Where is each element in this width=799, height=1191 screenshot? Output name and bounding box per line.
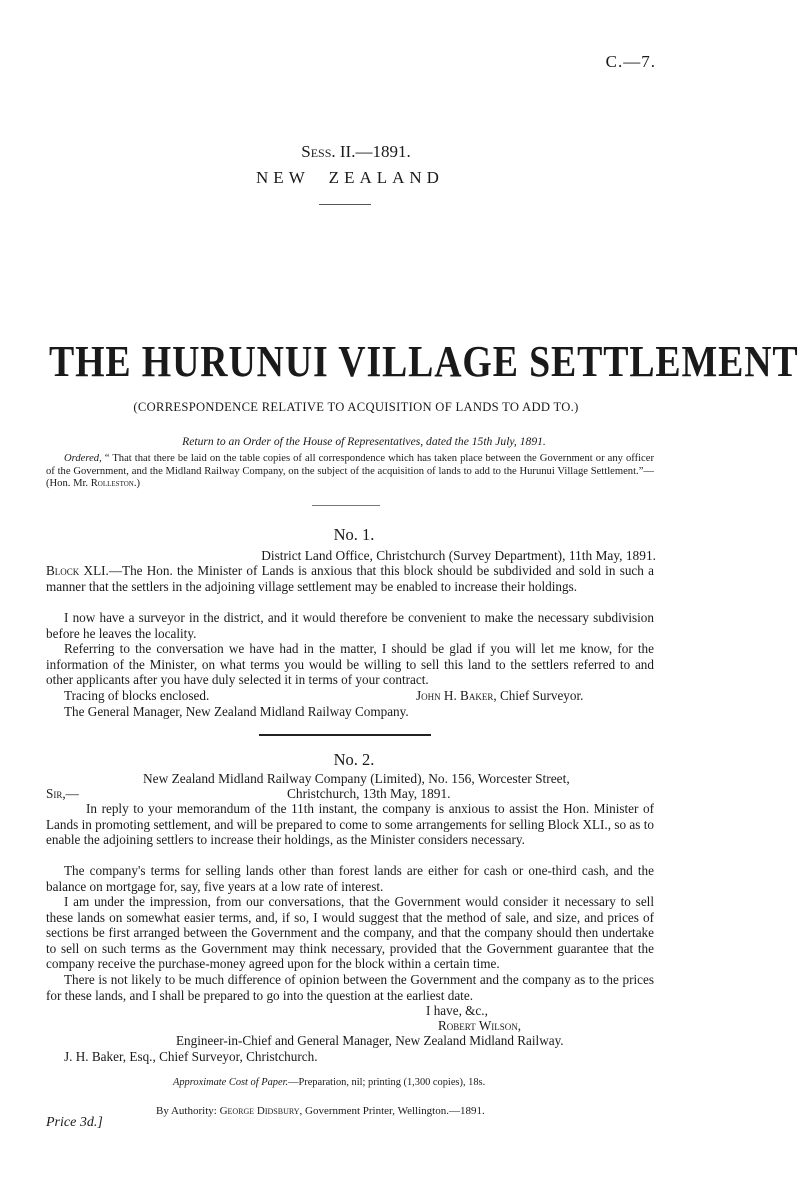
document-subtitle: (CORRESPONDENCE RELATIVE TO ACQUISITION OF LANDS TO ADD TO.) (133, 400, 579, 414)
letter1-addressee: The General Manager, New Zealand Midland Railway Company. (64, 704, 409, 719)
cost-text: —Preparation, nil; printing (1,300 copies), 18s. (288, 1077, 486, 1088)
ordered-name: Rolleston (90, 478, 134, 490)
header-rule (319, 204, 371, 205)
authority-prefix: By Authority: (156, 1105, 220, 1117)
session-line: Sess. II.—1891. (301, 142, 411, 161)
letter2-signature-name: Robert Wilson, (438, 1018, 522, 1033)
letter2-dateline-1: New Zealand Midland Railway Company (Limited), No. 156, Worcester Street, (143, 771, 570, 786)
letter2-dateline-2: Christchurch, 13th May, 1891. (287, 786, 451, 801)
letter2-paragraph-4: There is not likely to be much difference of opinion between the Government and the company as to the prices for these lands, and I shall be prepared to go into the question at the earliest date. (46, 972, 654, 1003)
ordered-end: .) (133, 478, 141, 490)
authority-suffix: , Government Printer, Wellington.—1891. (299, 1105, 485, 1117)
letter2-salutation: Sir,— (46, 786, 79, 801)
letter1-dateline: District Land Office, Christchurch (Survey Department), 11th May, 1891. (261, 548, 656, 563)
block-label: Block XLI. (46, 563, 109, 578)
ordered-text: “ That that there be laid on the table copies of all correspondence which has taken place between the Government or any officer of the Government, and the Midland Railway Company, on the subject of the acquisition of lands to add to the Hurunui Village Settlement.”—(Hon. Mr. (46, 453, 654, 490)
cost-note (173, 1077, 485, 1088)
letter1-paragraph-3: Referring to the conversation we have had in the matter, I should be glad if you will let me know, for the information of the Minister, on what terms you would be willing to sell this land to the settlers referred to and other applicants after you have duly selected it in terms of your contract. (46, 641, 654, 688)
price-label: Price 3d.] (46, 1115, 103, 1130)
letter1-p1-text: —The Hon. the Minister of Lands is anxious that this block should be subdivided and sold in such a manner that the settlers in the adjoining village settlement may be enabled to increase their holdings. (46, 563, 654, 594)
letter2-closing: I have, &c., (426, 1003, 488, 1018)
ordered-label: Ordered, (64, 453, 102, 464)
letter1-paragraph-2: I now have a surveyor in the district, and it would therefore be convenient to make the necessary subdivision before he leaves the locality. (46, 610, 654, 641)
letter1-signature-name: John H. Baker (416, 688, 494, 703)
paper-code: C.—7. (605, 52, 656, 71)
letter1-number: No. 1. (333, 525, 375, 544)
letter2-number: No. 2. (333, 750, 375, 769)
letter2-paragraph-2: The company's terms for selling lands other than forest lands are either for cash or one-third cash, and the balance on mortgage for, say, five years at a low rate of interest. (46, 863, 654, 894)
letter2-paragraph-1: In reply to your memorandum of the 11th instant, the company is anxious to assist the Hon. Minister of Lands in promoting settlement, and will be prepared to come to some arrangements for selling Block XLI., so as to enable the adjoining settlers to increase their holdings, as the Minister considers necessary. (46, 801, 654, 848)
document-title: THE HURUNUI VILLAGE SETTLEMENT (49, 337, 799, 386)
authority-line (156, 1105, 485, 1117)
printer-name: George Didsbury (219, 1105, 300, 1117)
letter1-signature-title: , Chief Surveyor. (493, 688, 584, 703)
order-paragraph (46, 453, 654, 491)
return-line: Return to an Order of the House of Representatives, dated the 15th July, 1891. (182, 435, 546, 448)
letter2-addressee: J. H. Baker, Esq., Chief Surveyor, Christchurch. (64, 1049, 318, 1064)
country-heading: NEW ZEALAND (256, 168, 444, 187)
letter2-paragraph-3: I am under the impression, from our conversations, that the Government would consider it necessary to sell these lands on somewhat easier terms, and, if so, I would suggest that the method of sale, and size, and prices of sections be first arranged between the Government and the company, and that the company should then undertake to sell on such terms as the Government may think necessary, provided that the Government guarantee that the company receive the purchase-money agreed upon for the block within a certain time. (46, 894, 654, 972)
letter1-enclosure: Tracing of blocks enclosed. (64, 688, 210, 703)
order-rule (312, 505, 380, 506)
letter2-signature-title: Engineer-in-Chief and General Manager, New Zealand Midland Railway. (176, 1033, 564, 1048)
section-rule (259, 734, 431, 736)
letter1-paragraph-1 (46, 563, 654, 594)
cost-label: Approximate Cost of Paper. (173, 1077, 289, 1088)
letter1-signature (416, 688, 583, 704)
